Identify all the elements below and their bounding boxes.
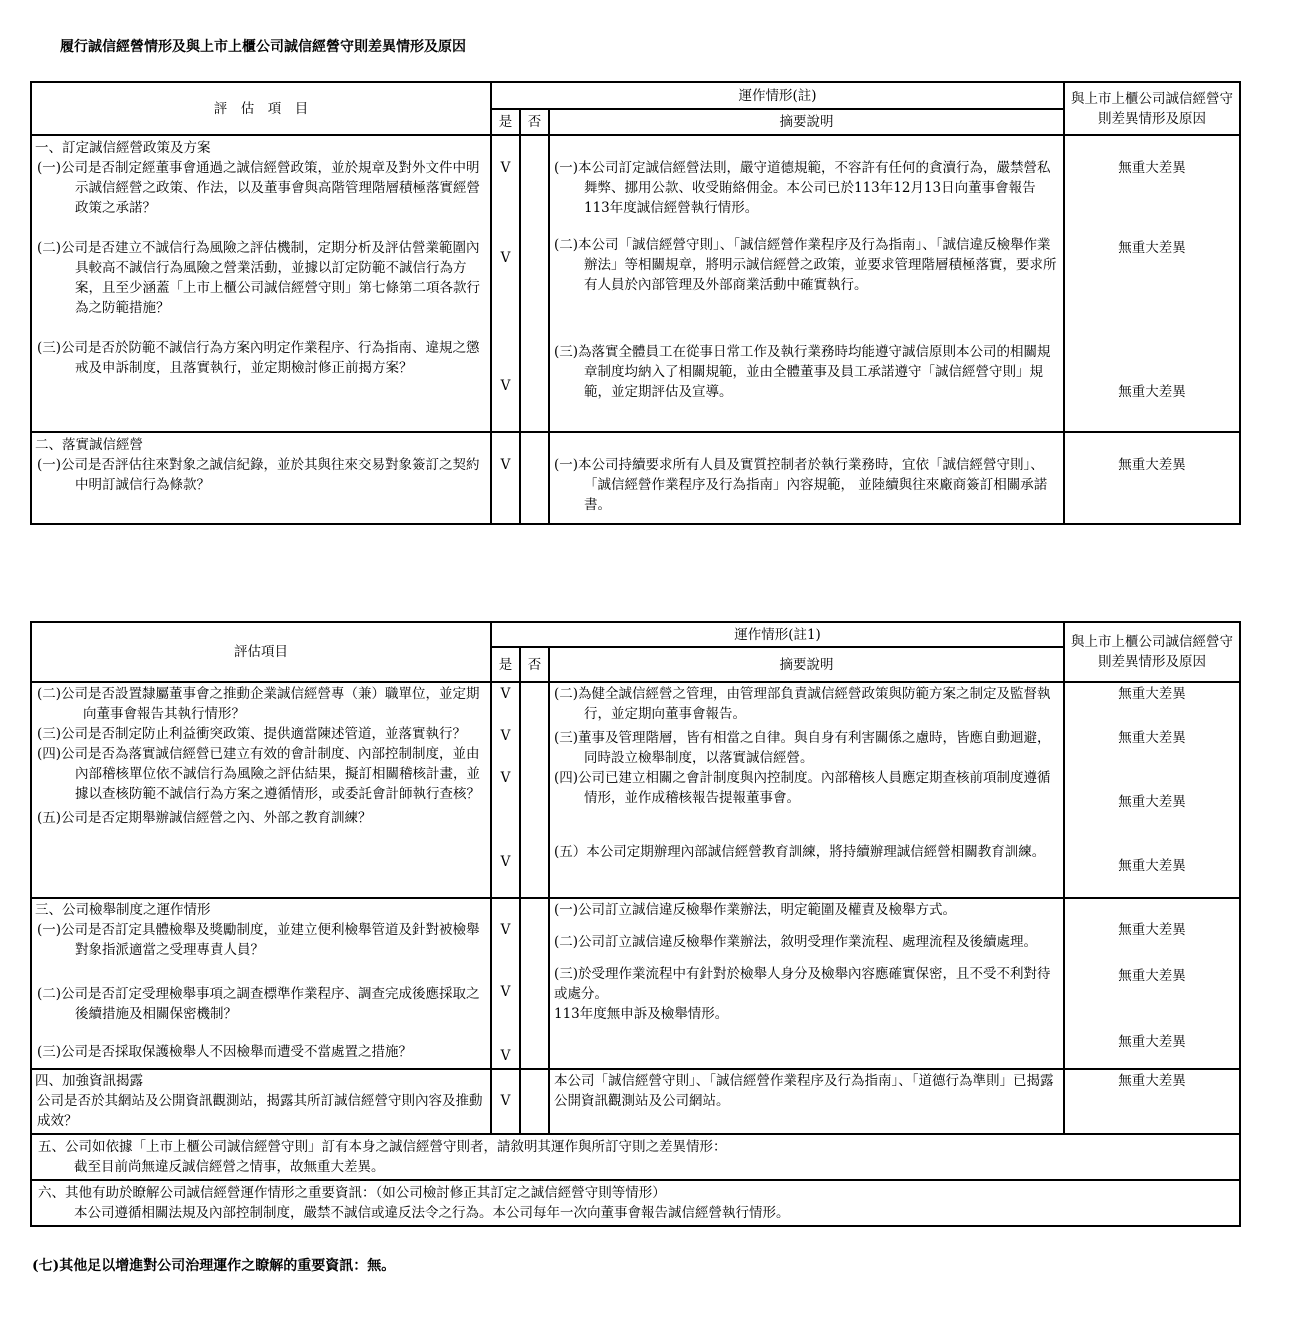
yes-cell (491, 1069, 520, 1134)
summary-text: 113年度無申訴及檢舉情形。 (554, 1006, 729, 1022)
summary-text: (二)公司訂立誠信違反檢舉作業辦法，敘明受理作業流程、處理流程及後續處理。 (554, 934, 1038, 950)
section-title: 一、訂定誠信經營政策及方案 (35, 140, 211, 156)
summary-text: (二)本公司「誠信經營守則」、「誠信經營作業程序及行為指南」、「誠信違反檢舉作業辦法」等相關規章，將明示誠信經營之政策，並要求管理階層積極落實，要求所有人員於內部管理及外部商業活動中確實執行。 (554, 237, 1057, 293)
difference-text: 無重大差異 (1118, 1073, 1186, 1089)
summary-text: (二)為健全誠信經營之管理，由管理部負責誠信經營政策與防範方案之制定及監督執行，並定期向董事會報告。 (554, 686, 1051, 722)
no-cell (520, 432, 549, 524)
question: (四)公司是否為落實誠信經營已建立有效的會計制度、內部控制制度，並由內部稽核單位依不誠信行為風險之評估結果，擬訂相關稽核計畫，並據以查核防範不誠信行為方案之遵循情形，或委託會計師執行查核？ (37, 746, 480, 802)
difference-cell (1064, 898, 1240, 1069)
yes-mark: V (500, 160, 511, 176)
summary-cell (549, 432, 1064, 524)
group-3-items (31, 1069, 491, 1134)
group-1-items (31, 682, 491, 898)
section-5 (31, 1134, 1240, 1180)
question: (三)公司是否制定防止利益衝突政策、提供適當陳述管道，並落實執行？ (37, 726, 467, 742)
difference-text: 無重大差異 (1118, 1034, 1186, 1050)
yes-mark: V (500, 1093, 511, 1109)
difference-text: 無重大差異 (1118, 794, 1186, 810)
question: (一)公司是否制定經董事會通過之誠信經營政策，並於規章及對外文件中明示誠信經營之政策、作法，以及董事會與高階管理階層積極落實經營政策之承諾？ (37, 160, 480, 216)
yes-mark: V (500, 686, 511, 702)
question: 公司是否於其網站及公開資訊觀測站，揭露其所訂誠信經營守則內容及推動成效？ (37, 1093, 483, 1129)
header-operation: 運作情形(註1) (491, 622, 1064, 647)
summary-cell (549, 898, 1064, 1069)
yes-cell (491, 898, 520, 1069)
question: (二)公司是否建立不誠信行為風險之評估機制，定期分析及評估營業範圍內具較高不誠信行為風險之營業活動，並據以訂定防範不誠信行為方案，且至少涵蓋「上市上櫃公司誠信經營守則」第七條第二項各款行為之防範措施？ (37, 240, 480, 316)
section-title: 三、公司檢舉制度之運作情形 (35, 902, 211, 918)
summary-text: (三)為落實全體員工在從事日常工作及執行業務時均能遵守誠信原則本公司的相關規章制度均納入了相關規範，並由全體董事及員工承諾遵守「誠信經營守則」規範，並定期評估及宣導。 (554, 344, 1051, 400)
difference-text: 無重大差異 (1118, 686, 1186, 702)
yes-mark: V (500, 854, 511, 870)
header-operation: 運作情形(註) (491, 82, 1064, 109)
integrity-table-2 (30, 621, 1241, 1227)
summary-text: 本公司「誠信經營守則」、「誠信經營作業程序及行為指南」、「道德行為準則」已揭露公開資訊觀測站及公司網站。 (554, 1073, 1054, 1109)
header-item: 評 估 項 目 (31, 82, 491, 135)
section-1-items (31, 135, 491, 432)
header-difference: 與上市上櫃公司誠信經營守則差異情形及原因 (1064, 82, 1240, 135)
difference-text: 無重大差異 (1118, 858, 1186, 874)
summary-cell (549, 1069, 1064, 1134)
yes-mark: V (500, 250, 511, 266)
group-2-items (31, 898, 491, 1069)
header-item: 評估項目 (31, 622, 491, 682)
yes-mark: V (500, 457, 511, 473)
yes-cell (491, 135, 520, 432)
yes-mark: V (500, 1048, 511, 1064)
header-no: 否 (520, 109, 549, 135)
header-difference: 與上市上櫃公司誠信經營守則差異情形及原因 (1064, 622, 1240, 682)
difference-text: 無重大差異 (1118, 457, 1186, 473)
summary-text: (一)公司訂立誠信違反檢舉作業辦法，明定範圍及權責及檢舉方式。 (554, 902, 957, 918)
no-cell (520, 682, 549, 898)
integrity-table-1 (30, 81, 1241, 525)
summary-cell (549, 135, 1064, 432)
header-yes: 是 (491, 647, 520, 682)
difference-cell (1064, 682, 1240, 898)
section-title: 六、其他有助於瞭解公司誠信經營運作情形之重要資訊：（如公司檢討修正其訂定之誠信經營守則等情形） (38, 1185, 666, 1201)
question: (二)公司是否訂定受理檢舉事項之調查標準作業程序、調查完成後應採取之後續措施及相關保密機制？ (37, 986, 480, 1022)
footnote: (七)其他足以增進對公司治理運作之瞭解的重要資訊：無。 (32, 1258, 396, 1274)
question: (五)公司是否定期舉辦誠信經營之內、外部之教育訓練？ (37, 810, 372, 826)
yes-mark: V (500, 728, 511, 744)
question: (一)公司是否訂定具體檢舉及獎勵制度，並建立便利檢舉管道及針對被檢舉對象指派適當之受理專責人員？ (37, 922, 480, 958)
difference-text: 無重大差異 (1118, 384, 1186, 400)
section-title: 五、公司如依據「上市上櫃公司誠信經營守則」訂有本身之誠信經營守則者，請敘明其運作與所訂守則之差異情形： (38, 1139, 727, 1155)
section-text: 截至目前尚無違反誠信經營之情事，故無重大差異。 (74, 1159, 385, 1175)
no-cell (520, 1069, 549, 1134)
section-6 (31, 1180, 1240, 1226)
section-title: 四、加強資訊揭露 (35, 1073, 143, 1089)
difference-cell (1064, 432, 1240, 524)
yes-mark: V (500, 770, 511, 786)
question: (三)公司是否採取保護檢舉人不因檢舉而遭受不當處置之措施？ (37, 1044, 413, 1060)
summary-cell (549, 682, 1064, 898)
difference-text: 無重大差異 (1118, 922, 1186, 938)
difference-cell (1064, 135, 1240, 432)
header-no: 否 (520, 647, 549, 682)
yes-mark: V (500, 984, 511, 1000)
yes-cell (491, 682, 520, 898)
difference-text: 無重大差異 (1118, 240, 1186, 256)
header-yes: 是 (491, 109, 520, 135)
summary-text: (一)本公司持續要求所有人員及實質控制者於執行業務時，宜依「誠信經營守則」、「誠信經營作業程序及行為指南」內容規範， 並陸續與往來廠商簽訂相關承諾書。 (554, 457, 1048, 513)
document-title: 履行誠信經營情形及與上市上櫃公司誠信經營守則差異情形及原因 (60, 39, 466, 55)
summary-text: (一)本公司訂定誠信經營法則，嚴守道德規範，不容許有任何的貪瀆行為，嚴禁營私舞弊、挪用公款、收受賄絡佣金。本公司已於113年12月13日向董事會報告113年度誠信經營執行情形。 (554, 160, 1051, 216)
no-cell (520, 898, 549, 1069)
no-cell (520, 135, 549, 432)
difference-text: 無重大差異 (1118, 968, 1186, 984)
question: (一)公司是否評估往來對象之誠信紀錄，並於其與往來交易對象簽訂之契約中明訂誠信行為條款？ (37, 457, 480, 493)
summary-text: (四)公司已建立相關之會計制度與內控制度。內部稽核人員應定期查核前項制度遵循情形，並作成稽核報告提報董事會。 (554, 770, 1051, 806)
header-summary: 摘要說明 (549, 109, 1064, 135)
yes-cell (491, 432, 520, 524)
yes-mark: V (500, 922, 511, 938)
difference-text: 無重大差異 (1118, 730, 1186, 746)
difference-text: 無重大差異 (1118, 160, 1186, 176)
section-text: 本公司遵循相關法規及內部控制制度，嚴禁不誠信或違反法令之行為。本公司每年一次向董事會報告誠信經營執行情形。 (74, 1205, 790, 1221)
summary-text: (三)於受理作業流程中有針對於檢舉人身分及檢舉內容應確實保密，且不受不利對待或處分。 (554, 966, 1051, 1002)
question: (三)公司是否於防範不誠信行為方案內明定作業程序、行為指南、違規之懲戒及申訴制度，且落實執行，並定期檢討修正前揭方案？ (37, 340, 480, 376)
summary-text: (三)董事及管理階層，皆有相當之自律。與自身有利害關係之慮時，皆應自動迴避，同時設立檢舉制度，以落實誠信經營。 (554, 730, 1051, 766)
section-2-items (31, 432, 491, 524)
yes-mark: V (500, 378, 511, 394)
difference-cell (1064, 1069, 1240, 1134)
summary-text: (五）本公司定期辦理內部誠信經營教育訓練，將持續辦理誠信經營相關教育訓練。 (554, 844, 1046, 860)
section-title: 二、落實誠信經營 (35, 437, 143, 453)
question: (二)公司是否設置隸屬董事會之推動企業誠信經營專（兼）職單位，並定期向董事會報告其執行情形？ (37, 686, 480, 722)
header-summary: 摘要說明 (549, 647, 1064, 682)
